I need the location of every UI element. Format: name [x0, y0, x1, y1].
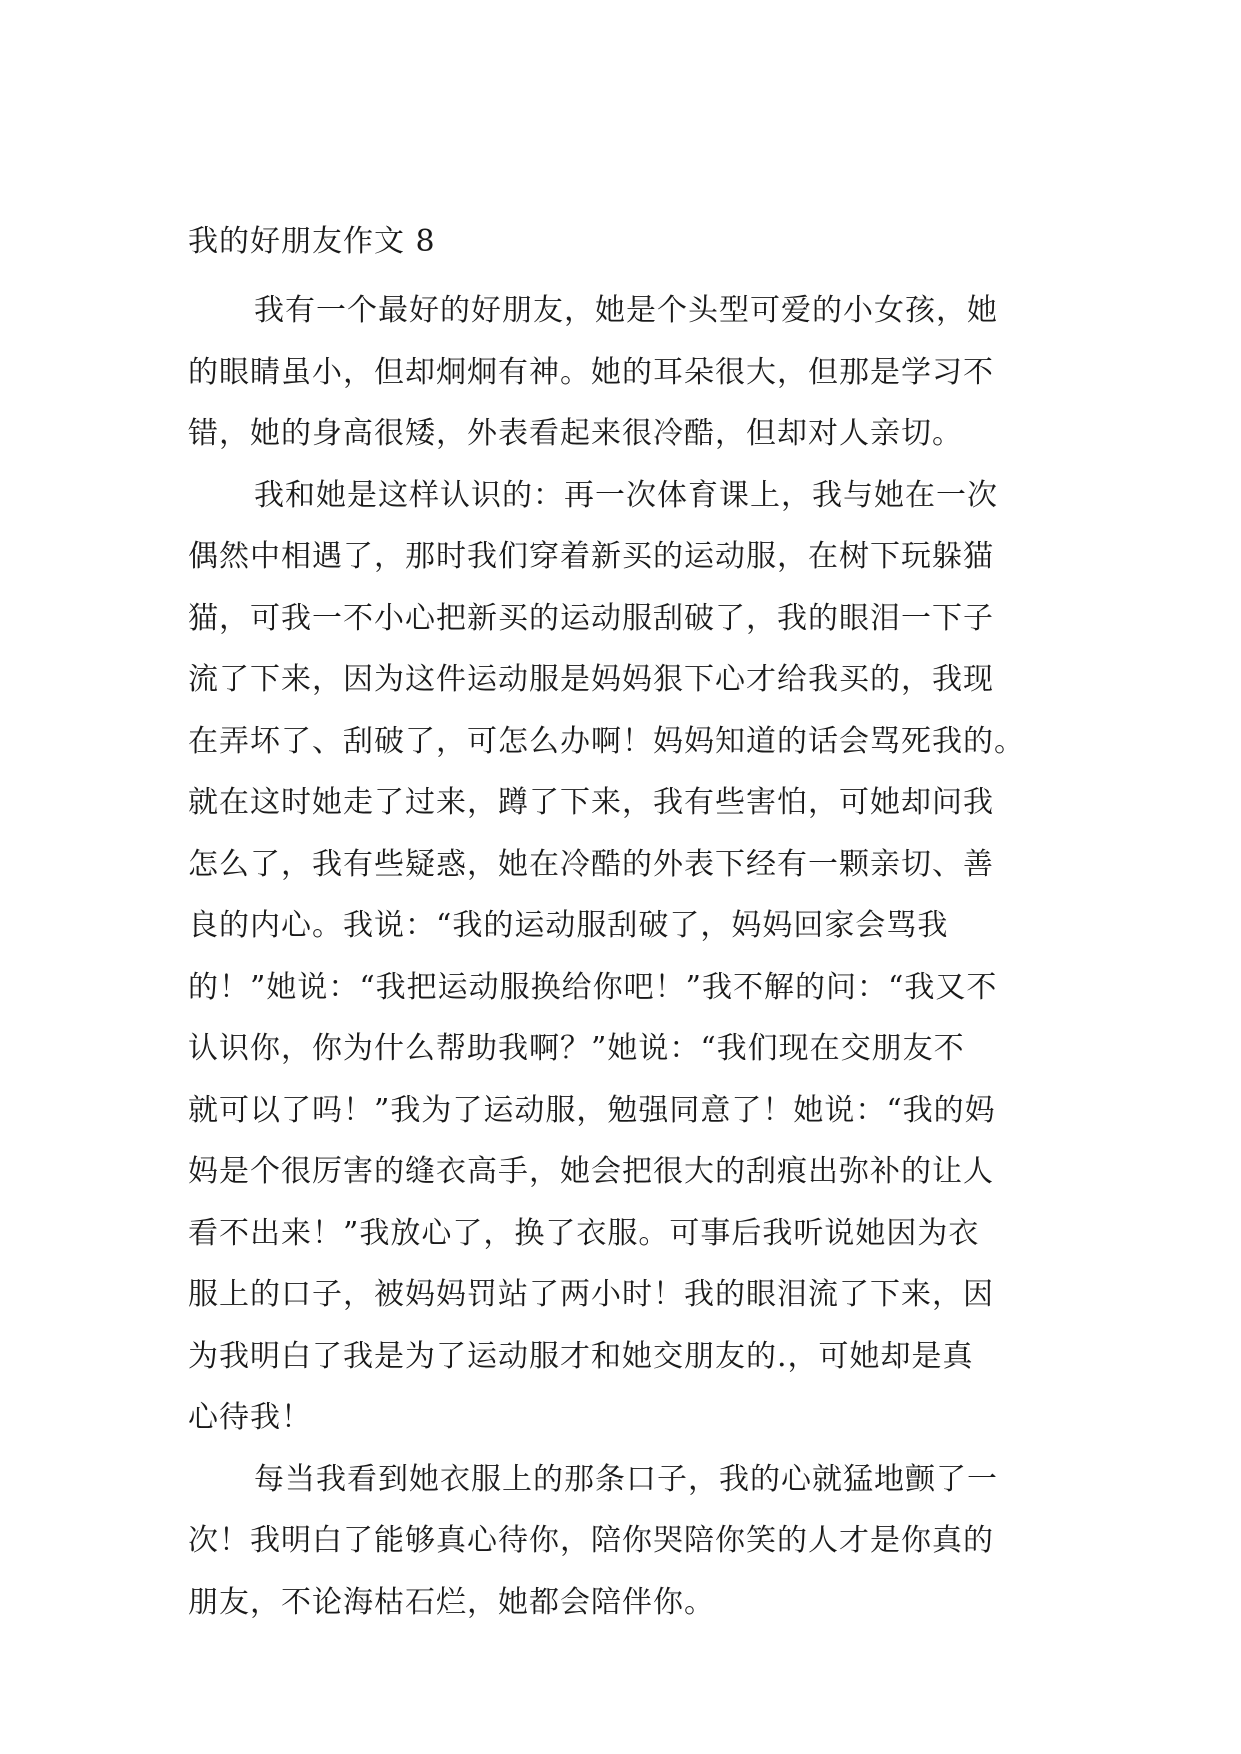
text-line: 认识你，你为什么帮助我啊？”她说：“我们现在交朋友不	[188, 1031, 965, 1066]
text-line: 次！我明白了能够真心待你，陪你哭陪你笑的人才是你真的	[188, 1523, 994, 1558]
text-line: 错，她的身高很矮，外表看起来很冷酷，但却对人亲切。	[188, 416, 963, 451]
paragraph-1	[188, 280, 1050, 465]
text-line: 怎么了，我有些疑惑，她在冷酷的外表下经有一颗亲切、善	[188, 846, 994, 882]
text-line: 偶然中相遇了，那时我们穿着新买的运动服，在树下玩躲猫	[188, 539, 994, 574]
text-line: 猫，可我一不小心把新买的运动服刮破了，我的眼泪一下子	[188, 600, 994, 636]
text-line: 每当我看到她衣服上的那条口子，我的心就猛地颤了一	[254, 1461, 998, 1497]
text-line: 为我明白了我是为了运动服才和她交朋友的.，可她却是真	[188, 1338, 974, 1374]
text-line: 心待我！	[188, 1400, 312, 1435]
text-line: 服上的口子，被妈妈罚站了两小时！我的眼泪流了下来，因	[188, 1277, 994, 1312]
paragraph-2	[188, 465, 1050, 1449]
text-line: 在弄坏了、刮破了，可怎么办啊！妈妈知道的话会骂死我的。	[188, 723, 1025, 759]
essay-title: 我的好朋友作文 8	[188, 224, 436, 259]
text-line: 良的内心。我说：“我的运动服刮破了，妈妈回家会骂我	[188, 908, 949, 943]
text-line: 就在这时她走了过来，蹲了下来，我有些害怕，可她却问我	[188, 785, 994, 820]
text-line: 流了下来，因为这件运动服是妈妈狠下心才给我买的，我现	[188, 662, 994, 697]
text-line: 妈是个很厉害的缝衣高手，她会把很大的刮痕出弥补的让人	[188, 1154, 994, 1189]
paragraph-3	[188, 1449, 1050, 1634]
text-line: 我有一个最好的好朋友，她是个头型可爱的小女孩，她	[254, 293, 998, 328]
text-line: 就可以了吗！”我为了运动服，勉强同意了！她说：“我的妈	[188, 1092, 996, 1128]
document-page	[188, 222, 1050, 1633]
text-line: 我和她是这样认识的：再一次体育课上，我与她在一次	[254, 477, 998, 513]
text-line: 看不出来！”我放心了，换了衣服。可事后我听说她因为衣	[188, 1215, 980, 1251]
text-line: 的眼睛虽小，但却炯炯有神。她的耳朵很大，但那是学习不	[188, 354, 994, 390]
text-line: 朋友，不论海枯石烂，她都会陪伴你。	[188, 1584, 715, 1620]
text-line: 的！”她说：“我把运动服换给你吧！”我不解的问：“我又不	[188, 969, 998, 1005]
